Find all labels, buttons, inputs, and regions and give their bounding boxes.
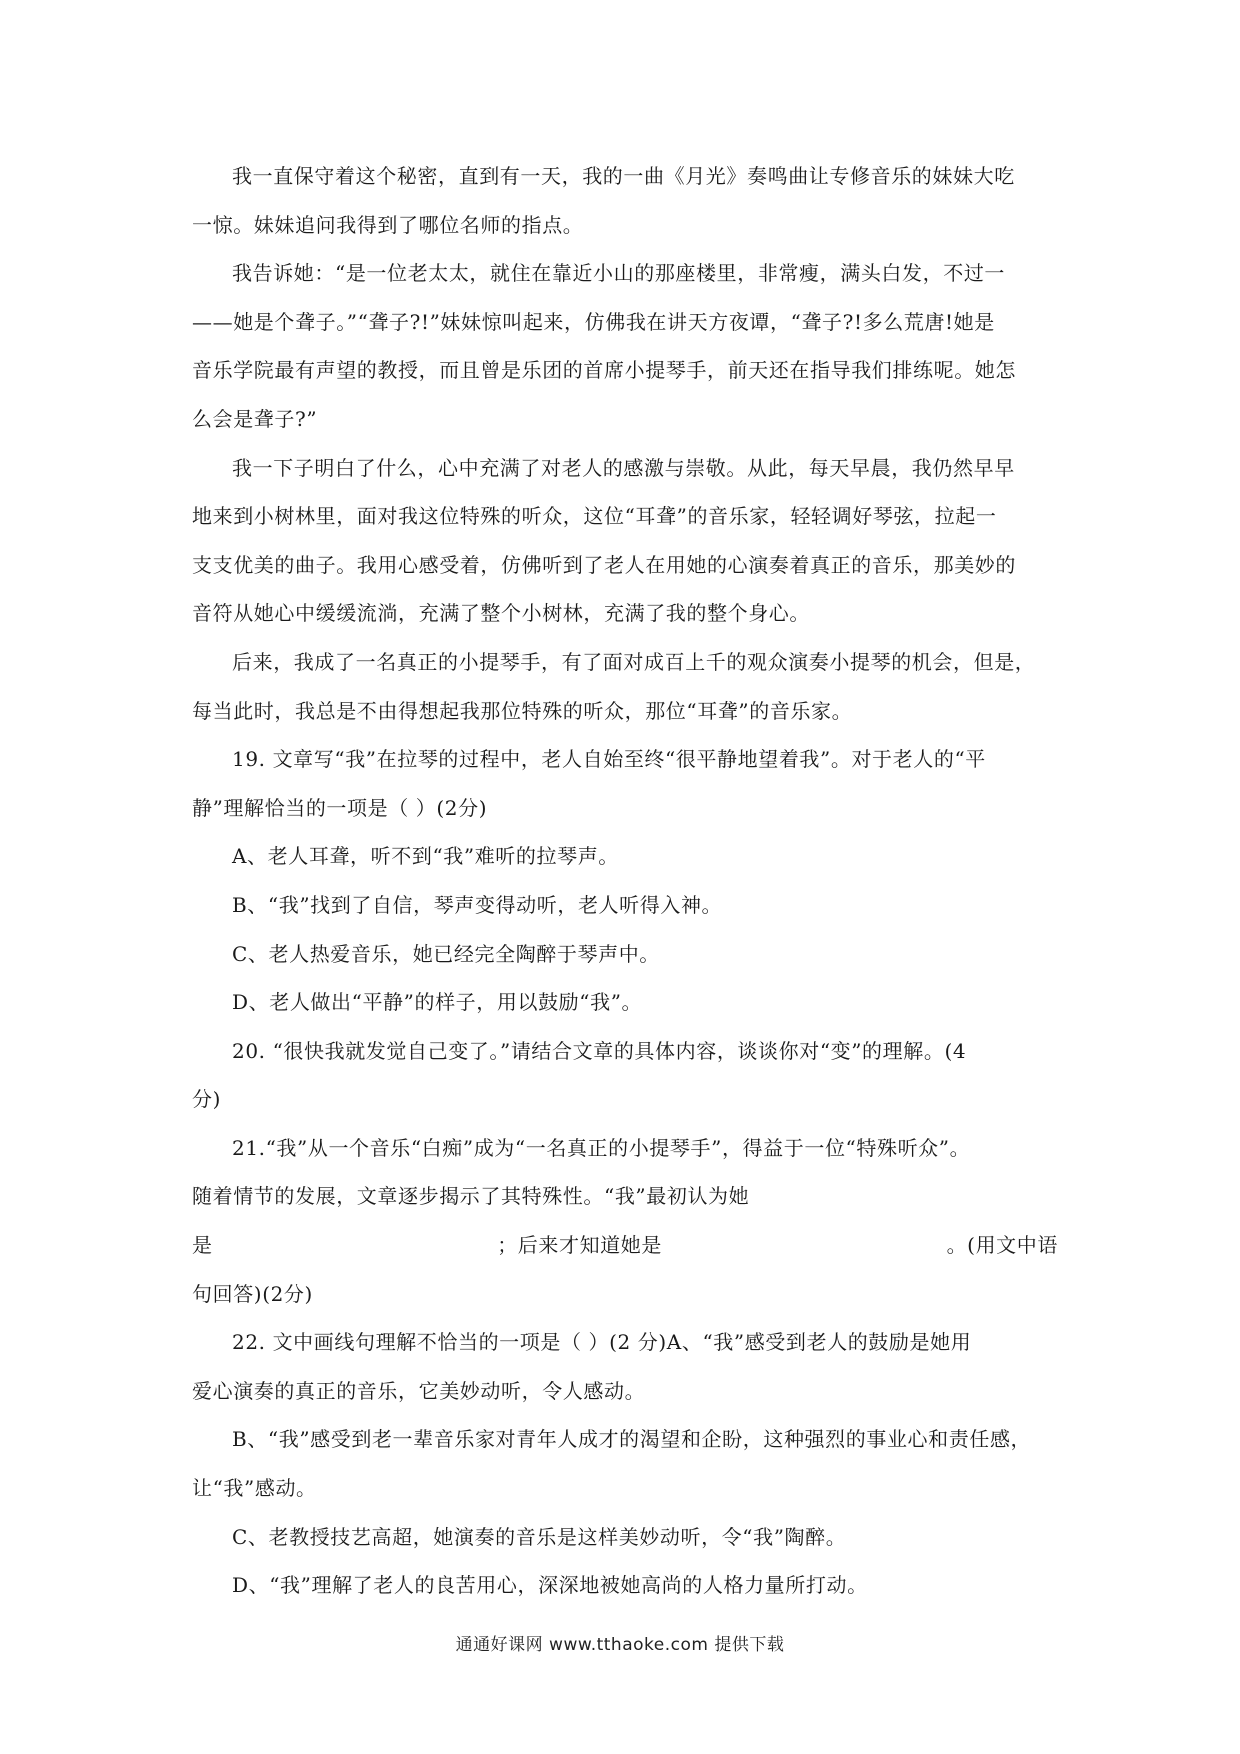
option-d: D、“我”理解了老人的良苦用心，深深地被她高尚的人格力量所打动。	[232, 1573, 868, 1598]
text-line: 我一直保守着这个秘密，直到有一天，我的一曲《月光》奏鸣曲让专修音乐的妹妹大吃	[232, 164, 1015, 188]
text-line: 每当此时，我总是不由得想起我那位特殊的听众，那位“耳聋”的音乐家。	[192, 698, 853, 723]
page-footer: 通通好课网 www.tthaoke.com 提供下载	[455, 1635, 785, 1655]
option-a: A、老人耳聋，听不到“我”难听的拉琴声。	[232, 844, 619, 869]
text-line: 爱心演奏的真正的音乐，它美妙动听，令人感动。	[192, 1378, 646, 1403]
text-line: 地来到小树林里，面对我这位特殊的听众，这位“耳聋”的音乐家，轻轻调好琴弦，拉起一	[192, 504, 997, 529]
blank-middle: ；后来才知道她是	[497, 1233, 662, 1258]
text-line: 一惊。妹妹追问我得到了哪位名师的指点。	[192, 212, 584, 237]
question-22: 22. 文中画线句理解不恰当的一项是（ ）(2 分)A、“我”感受到老人的鼓励是她用	[232, 1330, 972, 1355]
option-c: C、老人热爱音乐，她已经完全陶醉于琴声中。	[232, 941, 660, 966]
option-d: D、老人做出“平静”的样子，用以鼓励“我”。	[232, 990, 643, 1015]
fill-in-blank-line	[192, 1221, 1058, 1270]
text-line: 我告诉她：“是一位老太太，就住在靠近小山的那座楼里，非常瘦，满头白发，不过一	[232, 261, 1006, 286]
text-line: 音符从她心中缓缓流淌，充满了整个小树林，充满了我的整个身心。	[192, 601, 810, 626]
question-19: 19. 文章写“我”在拉琴的过程中，老人自始至终“很平静地望着我”。对于老人的“平	[232, 747, 986, 772]
option-b: B、“我”感受到老一辈音乐家对青年人成才的渴望和企盼，这种强烈的事业心和责任感，	[232, 1427, 1032, 1452]
option-b: B、“我”找到了自信，琴声变得动听，老人听得入神。	[232, 892, 723, 917]
blank-prefix: 是	[192, 1233, 213, 1258]
option-c: C、老教授技艺高超，她演奏的音乐是这样美妙动听，令“我”陶醉。	[232, 1524, 847, 1549]
text-line: 音乐学院最有声望的教授，而且曾是乐团的首席小提琴手，前天还在指导我们排练呢。她怎	[192, 358, 1016, 383]
document-body	[192, 152, 1058, 1610]
text-line: ——她是个聋子。”“聋子?!”妹妹惊叫起来，仿佛我在讲天方夜谭，“聋子?!多么荒唐!她是	[192, 309, 995, 334]
text-line: 让“我”感动。	[192, 1476, 317, 1501]
text-line: 随着情节的发展，文章逐步揭示了其特殊性。“我”最初认为她	[192, 1184, 750, 1209]
text-line: 支支优美的曲子。我用心感受着，仿佛听到了老人在用她的心演奏着真正的音乐，那美妙的	[192, 552, 1016, 577]
text-line: 分)	[192, 1087, 222, 1112]
text-line: 静”理解恰当的一项是（ ）(2分)	[192, 795, 488, 820]
question-20: 20. “很快我就发觉自己变了。”请结合文章的具体内容，谈谈你对“变”的理解。(4	[232, 1038, 967, 1063]
text-line: 句回答)(2分)	[192, 1281, 313, 1306]
blank-suffix: 。(用文中语	[946, 1233, 1058, 1258]
text-line: 么会是聋子?”	[192, 406, 318, 431]
text-line: 我一下子明白了什么，心中充满了对老人的感激与崇敬。从此，每天早晨，我仍然早早	[232, 455, 1015, 480]
text-line: 后来，我成了一名真正的小提琴手，有了面对成百上千的观众演奏小提琴的机会，但是，	[232, 649, 1036, 674]
question-21: 21.“我”从一个音乐“白痴”成为“一名真正的小提琴手”，得益于一位“特殊听众”。	[232, 1135, 971, 1160]
